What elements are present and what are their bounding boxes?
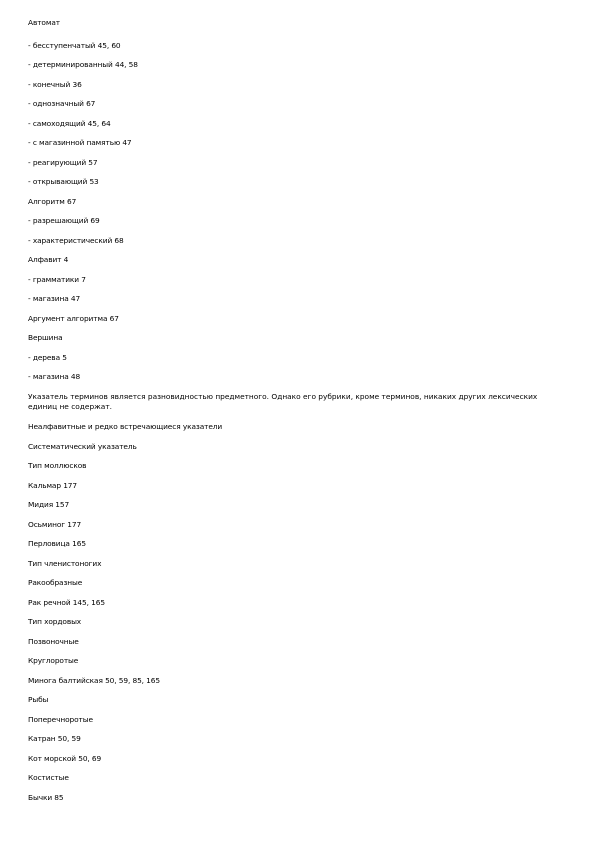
index-entry: - разрешающий 69 [28,216,100,225]
taxon-heading: Тип членистоногих [28,559,102,568]
index-entry: Мидия 157 [28,500,70,509]
body-paragraph: Указатель терминов является разновидностью предметного. Однако его рубрики, кроме терминов, никаких других лексических единиц не содержат. [28,392,538,411]
index-entry: - однозначный 67 [28,99,96,108]
index-entry: - самоходящий 45, 64 [28,119,111,128]
index-entry: - бесступенчатый 45, 60 [28,41,121,50]
taxon-heading: Круглоротые [28,656,79,665]
index-entry: Бычки 85 [28,793,64,802]
taxon-heading: Тип хордовых [28,617,82,626]
taxon-heading: Ракообразные [28,578,83,587]
index-entry: - реагирующий 57 [28,158,98,167]
index-entry: Кот морской 50, 69 [28,754,102,763]
index-entry: Перловица 165 [28,539,86,548]
index-entry: - грамматики 7 [28,275,86,284]
index-entry: - детерминированный 44, 58 [28,60,138,69]
index-entry: - магазина 48 [28,372,81,381]
taxon-heading: Костистые [28,773,69,782]
index-entry: Кальмар 177 [28,481,78,490]
index-entry: Катран 50, 59 [28,734,81,743]
index-entry: - конечный 36 [28,80,82,89]
taxon-heading: Позвоночные [28,637,79,646]
section-heading: Неалфавитные и редко встречающиеся указатели [28,422,223,431]
taxon-heading: Тип моллюсков [28,461,87,470]
index-heading: Алфавит 4 [28,255,69,264]
index-entry: - дерева 5 [28,353,67,362]
taxon-heading: Поперечноротые [28,715,93,724]
index-entry: Минога балтийская 50, 59, 85, 165 [28,676,160,685]
index-entry: - магазина 47 [28,294,81,303]
index-entry: - открывающий 53 [28,177,99,186]
index-entry: Осьминог 177 [28,520,82,529]
index-entry: - характеристический 68 [28,236,124,245]
index-entry: Рак речной 145, 165 [28,598,105,607]
section-heading: Систематический указатель [28,442,137,451]
taxon-heading: Рыбы [28,695,49,704]
index-heading: Алгоритм 67 [28,197,77,206]
index-heading: Вершина [28,333,63,342]
index-heading: Аргумент алгоритма 67 [28,314,119,323]
index-entry: - с магазинной памятью 47 [28,138,132,147]
index-heading: Автомат [28,18,60,27]
